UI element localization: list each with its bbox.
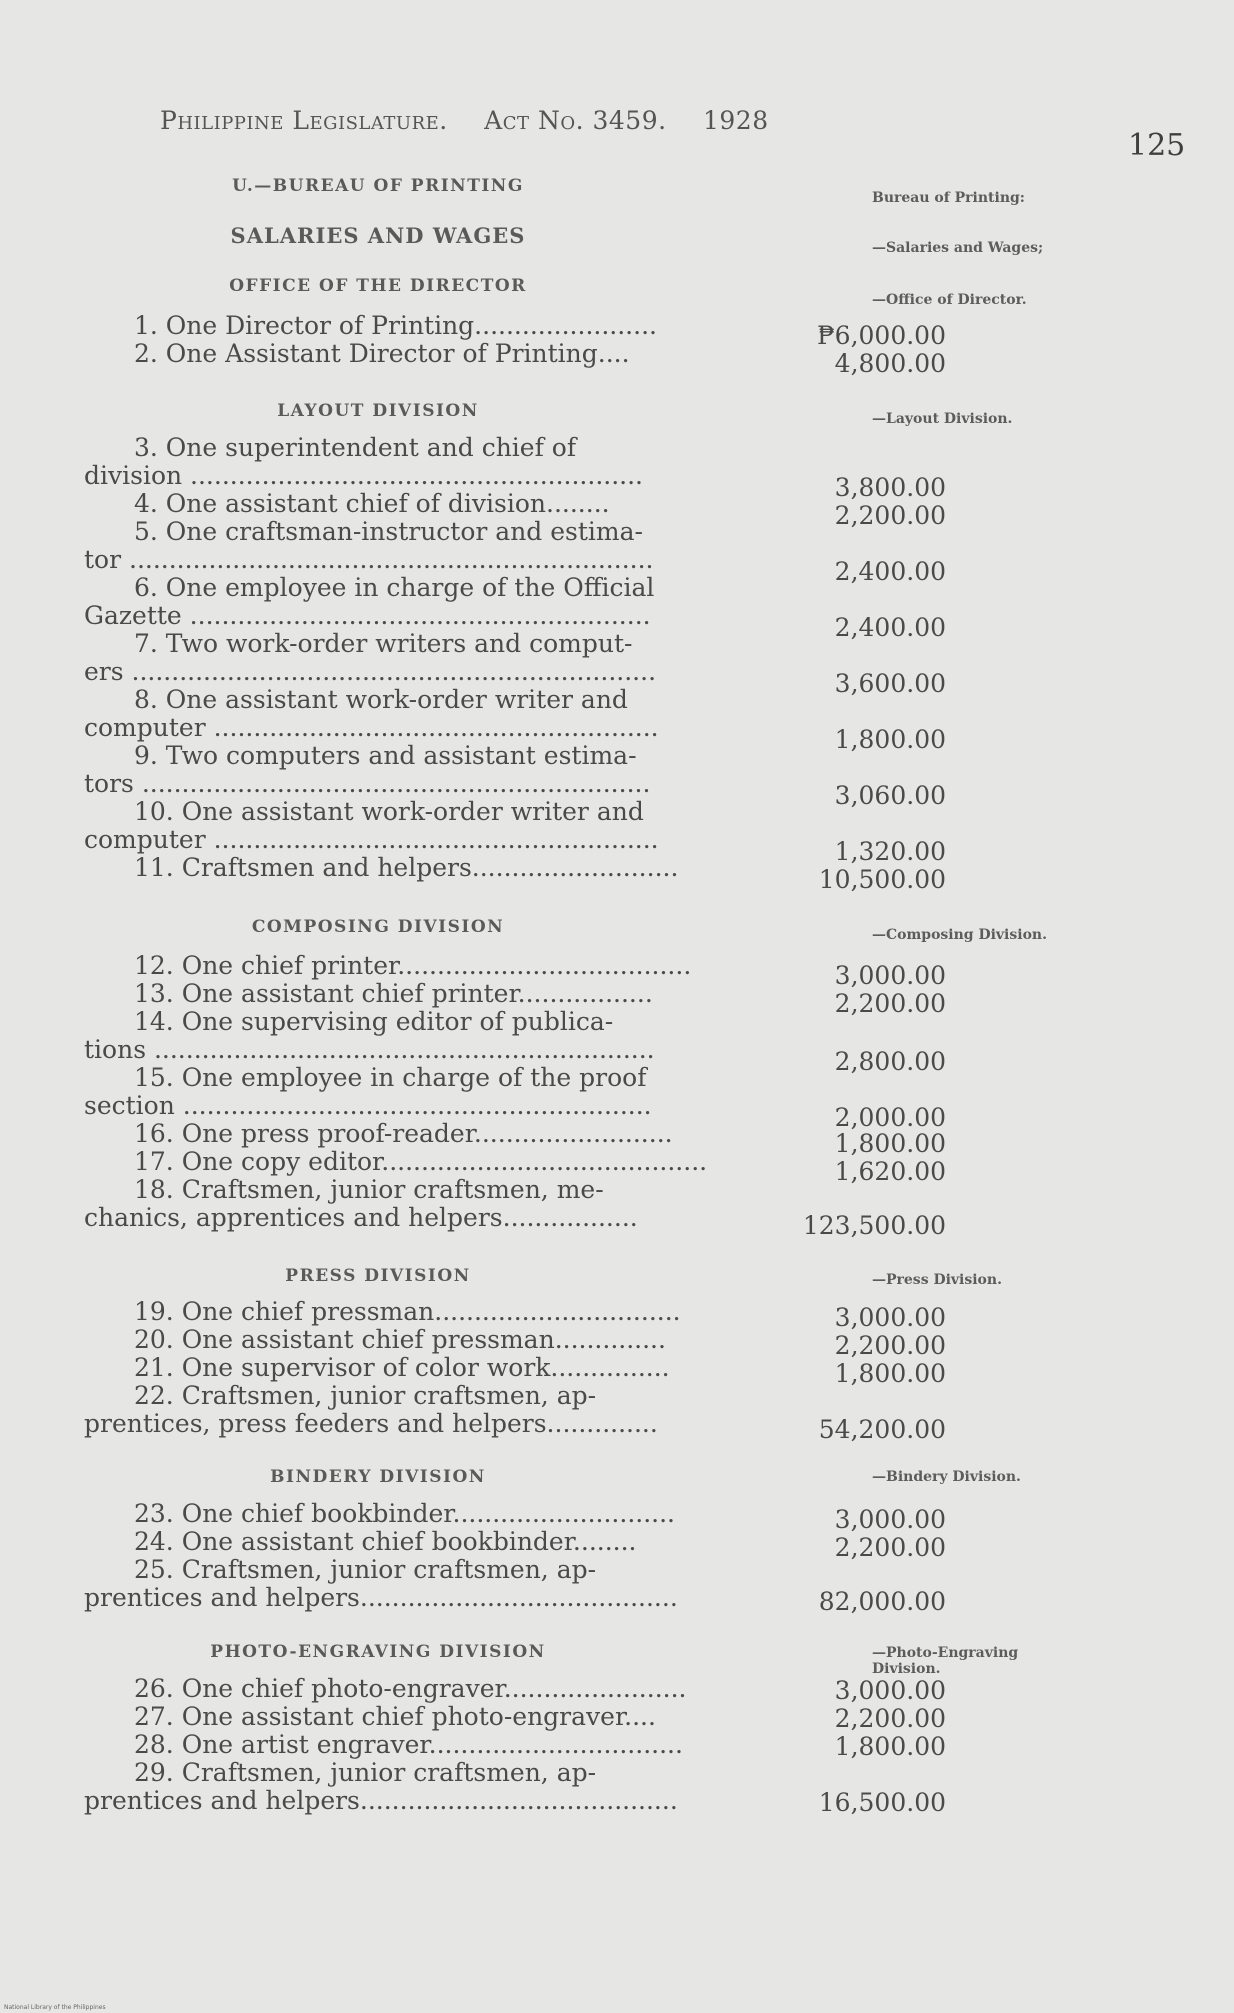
item-amount: 123,500.00 [802,1211,946,1240]
margin-note-press: —Press Division. [872,1272,1002,1288]
item-text: 1. One Director of Printing....................... [134,311,657,340]
item-text: 3. One superintendent and chief of [134,433,577,462]
item-amount: 2,000.00 [834,1103,946,1132]
running-head [160,106,797,135]
item-amount: 3,800.00 [834,473,946,502]
item-text-continued: Gazette .......................................................... [84,601,651,630]
year-label: 1928 [703,106,769,135]
item-amount: 2,200.00 [834,1331,946,1360]
item-amount: 1,320.00 [834,837,946,866]
item-text-continued: computer ........................................................ [84,825,659,854]
item-text: 7. Two work-order writers and comput- [134,629,633,658]
item-amount: ₱6,000.00 [817,321,946,350]
item-text: 16. One press proof-reader......................... [134,1119,673,1148]
item-amount: 2,200.00 [834,1533,946,1562]
item-text: 2. One Assistant Director of Printing.... [134,339,630,368]
item-text-continued: prentices, press feeders and helpers.............. [84,1409,658,1438]
margin-note-bindery: —Bindery Division. [872,1469,1021,1485]
bureau-title: U.—BUREAU OF PRINTING [232,176,524,196]
margin-note-salaries: —Salaries and Wages; [872,240,1044,256]
item-text-continued: tor .................................................................. [84,545,654,574]
item-text: 23. One chief bookbinder............................ [134,1499,676,1528]
item-amount: 1,620.00 [834,1157,946,1186]
margin-note-photo-engraving: —Photo-Engraving Division. [872,1645,1019,1677]
item-text-continued: prentices and helpers........................................ [84,1786,678,1815]
item-amount: 3,000.00 [834,961,946,990]
item-text: 4. One assistant chief of division........ [134,489,610,518]
section-title-photo-engraving: PHOTO-ENGRAVING DIVISION [210,1642,546,1662]
item-text: 8. One assistant work-order writer and [134,685,628,714]
page-number: 125 [1128,128,1186,163]
section-title-layout: LAYOUT DIVISION [277,401,479,421]
item-text-continued: chanics, apprentices and helpers................. [84,1203,638,1232]
item-text: 24. One assistant chief bookbinder........ [134,1527,637,1556]
item-amount: 2,200.00 [834,989,946,1018]
item-amount: 3,060.00 [834,781,946,810]
legislature-label: Philippine Legislature. [160,106,448,135]
item-text: 14. One supervising editor of publica- [134,1007,614,1036]
item-amount: 2,800.00 [834,1047,946,1076]
item-amount: 3,000.00 [834,1303,946,1332]
item-text: 20. One assistant chief pressman.............. [134,1325,666,1354]
item-text: 12. One chief printer..................................... [134,951,692,980]
item-text-continued: ers .................................................................. [84,657,657,686]
item-amount: 2,400.00 [834,613,946,642]
item-amount: 2,200.00 [834,1704,946,1733]
section-title-composing: COMPOSING DIVISION [251,917,505,937]
item-text-continued: tions ............................................................... [84,1035,655,1064]
item-amount: 54,200.00 [818,1415,946,1444]
item-amount: 10,500.00 [818,865,946,894]
margin-note-composing: —Composing Division. [872,927,1047,943]
item-text: 29. Craftsmen, junior craftsmen, ap- [134,1758,597,1787]
act-label: Act No. 3459. [484,106,667,135]
item-text-continued: section ........................................................... [84,1091,652,1120]
margin-note-layout: —Layout Division. [872,411,1013,427]
item-amount: 1,800.00 [834,1359,946,1388]
item-text: 26. One chief photo-engraver....................... [134,1674,687,1703]
item-amount: 2,200.00 [834,501,946,530]
item-text-continued: division ......................................................... [84,461,644,490]
item-text: 27. One assistant chief photo-engraver.... [134,1702,656,1731]
section-title-press: PRESS DIVISION [285,1266,471,1286]
item-text: 9. Two computers and assistant estima- [134,741,637,770]
item-text: 18. Craftsmen, junior craftsmen, me- [134,1175,604,1204]
item-amount: 2,400.00 [834,557,946,586]
item-text-continued: computer ........................................................ [84,713,659,742]
item-amount: 82,000.00 [818,1587,946,1616]
item-amount: 16,500.00 [818,1788,946,1817]
item-amount: 3,600.00 [834,669,946,698]
item-amount: 1,800.00 [834,1129,946,1158]
salaries-title: SALARIES AND WAGES [230,223,526,248]
item-text: 11. Craftsmen and helpers.......................... [134,853,679,882]
item-amount: 1,800.00 [834,725,946,754]
scan-footer: National Library of the Philippines [4,2004,106,2011]
item-text: 17. One copy editor......................................... [134,1147,708,1176]
section-title-office: OFFICE OF THE DIRECTOR [229,276,527,296]
item-amount: 1,800.00 [834,1732,946,1761]
item-amount: 3,000.00 [834,1676,946,1705]
item-text: 22. Craftsmen, junior craftsmen, ap- [134,1381,597,1410]
item-text: 25. Craftsmen, junior craftsmen, ap- [134,1555,597,1584]
item-amount: 4,800.00 [834,349,946,378]
item-text: 19. One chief pressman............................... [134,1297,681,1326]
item-text: 13. One assistant chief printer................. [134,979,653,1008]
item-text: 15. One employee in charge of the proof [134,1063,647,1092]
item-text: 5. One craftsman-instructor and estima- [134,517,643,546]
margin-note-office: —Office of Director. [872,292,1027,308]
item-text: 6. One employee in charge of the Official [134,573,655,602]
item-text: 10. One assistant work-order writer and [134,797,644,826]
item-text: 21. One supervisor of color work............... [134,1353,670,1382]
item-text: 28. One artist engraver................................ [134,1730,683,1759]
section-title-bindery: BINDERY DIVISION [270,1467,486,1487]
item-text-continued: tors ................................................................ [84,769,651,798]
margin-note-bureau: Bureau of Printing: [872,190,1025,206]
item-text-continued: prentices and helpers........................................ [84,1583,678,1612]
item-amount: 3,000.00 [834,1505,946,1534]
